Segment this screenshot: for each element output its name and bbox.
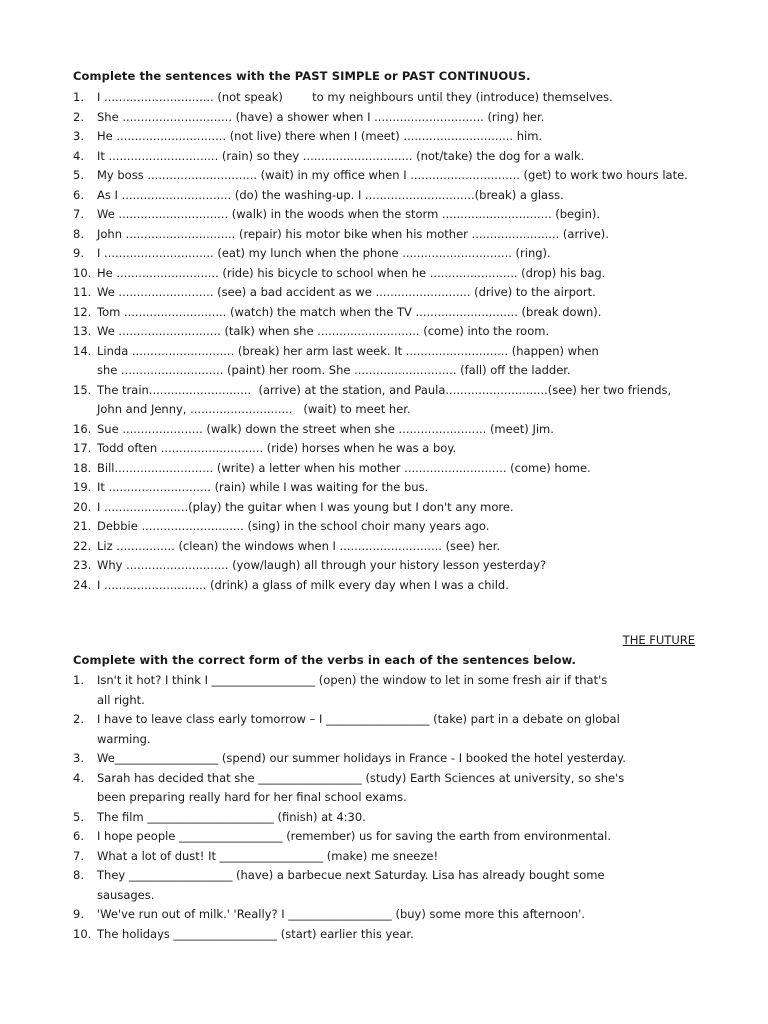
exercise-item	[73, 205, 693, 225]
exercise-number: 8.	[73, 226, 84, 241]
exercise-text: What a lot of dust! It __________________ (make) me sneeze!	[97, 848, 439, 863]
exercise-text: The train............................ (arrive) at the station, and Paula............................(see) her two friends, John and Jenny, ............................ (wait) to meet her.	[97, 382, 672, 416]
exercise-text: I have to leave class early tomorrow – I __________________ (take) part in a debate on global warming.	[97, 712, 620, 746]
exercise-text: I ............................ (drink) a glass of milk every day when I was a child.	[97, 577, 509, 592]
exercise-number: 1.	[73, 90, 84, 104]
exercise-item	[73, 847, 693, 867]
exercise-text: Bill........................... (write) a letter when his mother ............................ (come) home.	[97, 460, 591, 475]
exercise-text: I .......................(play) the guitar when I was young but I don't any more.	[97, 499, 514, 514]
exercise-item	[73, 866, 693, 905]
exercise-text: It .............................. (rain) so they .............................. (not/take) the dog for a walk.	[97, 148, 585, 163]
exercise-text: They __________________ (have) a barbecue next Saturday. Lisa has already bought some sausages.	[97, 868, 605, 902]
exercise-number: 10.	[73, 926, 92, 941]
exercise-item	[73, 283, 693, 303]
exercise-item	[73, 166, 693, 186]
exercise-text: He ............................ (ride) his bicycle to school when he ........................ (drop) his bag.	[97, 265, 606, 280]
exercise-text: I .............................. (eat) my lunch when the phone .............................. (ring).	[97, 246, 551, 260]
exercise-number: 5.	[73, 168, 84, 182]
exercise-text: He .............................. (not live) there when I (meet) .............................. him.	[97, 129, 543, 143]
exercise-number: 15.	[73, 382, 92, 397]
exercise-text: Sue ...................... (walk) down the street when she ........................ (meet) Jim.	[97, 421, 554, 436]
exercise-number: 2.	[73, 109, 84, 124]
exercise-number: 18.	[73, 460, 92, 475]
exercise-number: 13.	[73, 324, 92, 338]
exercise-number: 4.	[73, 770, 84, 785]
exercise-item	[73, 88, 693, 108]
exercise-number: 10.	[73, 265, 92, 280]
exercise-number: 14.	[73, 343, 92, 358]
exercise-number: 9.	[73, 246, 84, 260]
section2-exercise-list	[73, 671, 693, 944]
exercise-item	[73, 827, 693, 847]
exercise-text: My boss .............................. (wait) in my office when I .............................. (get) to work two hours late.	[97, 168, 688, 182]
exercise-text: Tom ............................ (watch) the match when the TV ............................ (break down).	[97, 304, 602, 319]
exercise-number: 7.	[73, 848, 84, 863]
exercise-text: Liz ................ (clean) the windows when I ............................ (see) her.	[97, 538, 501, 553]
exercise-text: 'We've run out of milk.' 'Really? I __________________ (buy) some more this afternoon'.	[97, 907, 585, 921]
exercise-item	[73, 459, 693, 479]
exercise-item	[73, 671, 693, 710]
exercise-number: 5.	[73, 809, 84, 824]
exercise-number: 3.	[73, 751, 84, 765]
exercise-number: 21.	[73, 519, 92, 533]
exercise-text: The film ______________________ (finish) at 4:30.	[97, 809, 366, 824]
exercise-item	[73, 439, 693, 459]
exercise-number: 22.	[73, 538, 92, 553]
exercise-item	[73, 303, 693, 323]
section1-exercise-list	[73, 88, 693, 595]
exercise-number: 24.	[73, 577, 92, 592]
exercise-number: 2.	[73, 712, 84, 726]
exercise-text: Debbie ............................ (sing) in the school choir many years ago.	[97, 519, 490, 533]
exercise-text: I .............................. (not speak) to my neighbours until they (introduce) themselves.	[97, 90, 613, 104]
exercise-number: 12.	[73, 304, 92, 319]
exercise-number: 7.	[73, 207, 84, 221]
exercise-item	[73, 108, 693, 128]
exercise-number: 11.	[73, 285, 92, 299]
exercise-number: 1.	[73, 673, 84, 687]
exercise-item	[73, 808, 693, 828]
exercise-text: She .............................. (have) a shower when I .............................. (ring) her.	[97, 109, 545, 124]
exercise-number: 4.	[73, 148, 84, 163]
exercise-number: 3.	[73, 129, 84, 143]
exercise-item	[73, 127, 693, 147]
exercise-item	[73, 537, 693, 557]
exercise-text: John .............................. (repair) his motor bike when his mother ........................ (arrive).	[97, 226, 609, 241]
exercise-number: 16.	[73, 421, 92, 436]
exercise-item	[73, 244, 693, 264]
exercise-item	[73, 264, 693, 284]
exercise-item	[73, 147, 693, 167]
section2-heading: Complete with the correct form of the verbs in each of the sentences below.	[73, 653, 577, 667]
exercise-item	[73, 925, 693, 945]
exercise-number: 20.	[73, 499, 92, 514]
exercise-number: 19.	[73, 480, 92, 494]
exercise-item	[73, 381, 693, 420]
exercise-text: We ............................ (talk) when she ............................ (come) into the room.	[97, 324, 550, 338]
exercise-text: Todd often ............................ (ride) horses when he was a boy.	[97, 441, 457, 455]
exercise-number: 8.	[73, 868, 84, 882]
exercise-text: The holidays __________________ (start) earlier this year.	[97, 926, 414, 941]
exercise-text: We .......................... (see) a bad accident as we .......................... (drive) to the airport.	[97, 285, 596, 299]
exercise-text: Why ............................ (yow/laugh) all through your history lesson yesterday?	[97, 558, 547, 572]
exercise-number: 6.	[73, 829, 84, 843]
exercise-text: It ............................ (rain) while I was waiting for the bus.	[97, 480, 429, 494]
exercise-item	[73, 905, 693, 925]
exercise-text: Linda ............................ (break) her arm last week. It ............................ (happen) when she ............................ (paint) her room. She ............................ (fall) off the ladder.	[97, 343, 599, 377]
exercise-item	[73, 576, 693, 596]
exercise-number: 17.	[73, 441, 92, 455]
section1-heading: Complete the sentences with the PAST SIMPLE or PAST CONTINUOUS.	[73, 69, 531, 83]
exercise-item	[73, 420, 693, 440]
exercise-item	[73, 517, 693, 537]
exercise-text: We .............................. (walk) in the woods when the storm .............................. (begin).	[97, 207, 601, 221]
exercise-text: As I .............................. (do) the washing-up. I ..............................(break) a glass.	[97, 187, 564, 202]
exercise-number: 9.	[73, 907, 84, 921]
exercise-item	[73, 478, 693, 498]
exercise-item	[73, 749, 693, 769]
exercise-text: Sarah has decided that she __________________ (study) Earth Sciences at university, so she's been preparing really hard for her final school exams.	[97, 770, 625, 804]
exercise-text: We__________________ (spend) our summer holidays in France - I booked the hotel yesterday.	[97, 751, 626, 765]
exercise-text: I hope people __________________ (remember) us for saving the earth from environmental.	[97, 829, 612, 843]
exercise-item	[73, 710, 693, 749]
exercise-text: Isn't it hot? I think I __________________ (open) the window to let in some fresh air if that's all right.	[97, 673, 608, 707]
exercise-number: 6.	[73, 187, 84, 202]
exercise-number: 23.	[73, 558, 92, 572]
exercise-item	[73, 225, 693, 245]
section2-title: THE FUTURE	[622, 633, 695, 647]
exercise-item	[73, 769, 693, 808]
exercise-item	[73, 342, 693, 381]
exercise-item	[73, 498, 693, 518]
exercise-item	[73, 556, 693, 576]
exercise-item	[73, 322, 693, 342]
exercise-item	[73, 186, 693, 206]
